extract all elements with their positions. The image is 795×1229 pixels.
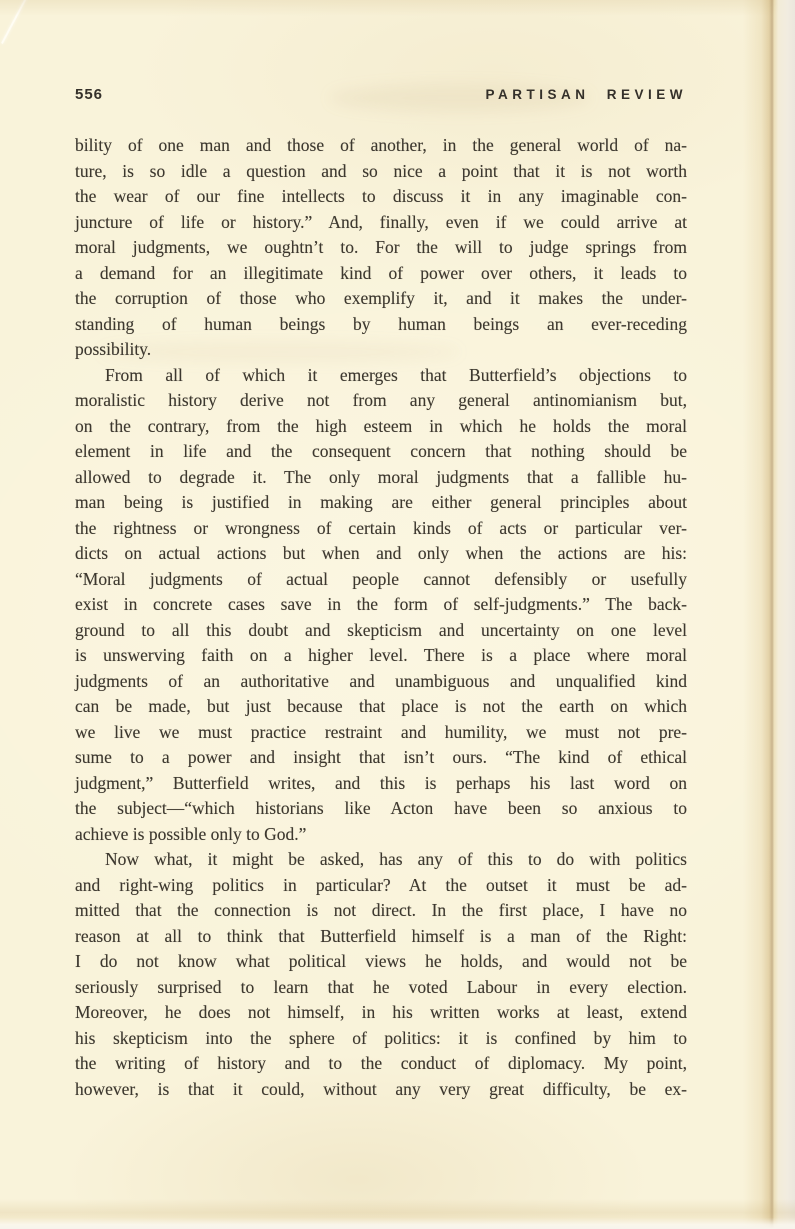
text-line: Now what, it might be asked, has any of this to do with politics [105, 849, 687, 869]
text-line: the rightness or wrongness of certain kinds of acts or particular ver- [75, 517, 687, 538]
text-line: a demand for an illegitimate kind of power over others, it leads to [75, 262, 687, 283]
text-line: is unswerving faith on a higher level. There is a place where moral [75, 645, 687, 665]
page-edge-right [743, 0, 795, 1229]
paragraph [75, 847, 687, 1102]
text-line: the subject—“which historians like Acton have been so anxious to [75, 798, 687, 818]
text-line: “Moral judgments of actual people cannot defensibly or usefully [75, 568, 687, 589]
text-line: moral judgments, we oughtn’t to. For the will to judge springs from [75, 237, 687, 257]
page-edge-top [0, 0, 795, 16]
page-text [75, 133, 687, 1102]
paragraph [75, 363, 687, 848]
running-header [75, 86, 687, 103]
text-line: judgments of an authoritative and unambiguous and unqualified kind [75, 670, 687, 691]
page-number: 556 [75, 86, 104, 103]
page-edge-bottom [0, 1199, 795, 1229]
text-line: From all of which it emerges that Butterfield’s objections to [105, 364, 687, 385]
text-line: achieve is possible only to God.” [75, 823, 307, 844]
text-line: we live we must practice restraint and humility, we must not pre- [75, 721, 687, 742]
text-line: ture, is so idle a question and so nice a point that it is not worth [75, 160, 687, 181]
text-line: seriously surprised to learn that he voted Labour in every election. [75, 976, 687, 997]
text-line: bility of one man and those of another, in the general world of na- [75, 135, 687, 155]
text-line: juncture of life or history.” And, finally, even if we could arrive at [75, 211, 687, 232]
text-line: sume to a power and insight that isn’t ours. “The kind of ethical [75, 747, 687, 767]
text-line: I do not know what political views he holds, and would not be [75, 951, 687, 971]
journal-title: PARTISAN REVIEW [485, 87, 687, 102]
text-line: the wear of our fine intellects to discuss it in any imaginable con- [75, 186, 687, 206]
text-line: ground to all this doubt and skepticism and uncertainty on one level [75, 619, 687, 640]
text-line: possibility. [75, 339, 152, 359]
text-line: reason at all to think that Butterfield himself is a man of the Right: [75, 925, 687, 946]
text-line: and right-wing politics in particular? At the outset it must be ad- [75, 874, 687, 895]
text-line: can be made, but just because that place is not the earth on which [75, 696, 687, 716]
text-line: element in life and the consequent concern that nothing should be [75, 441, 687, 461]
text-line: exist in concrete cases save in the form of self-judgments.” The back- [75, 594, 687, 614]
text-line: standing of human beings by human beings an ever-receding [75, 313, 687, 334]
text-line: man being is justified in making are either general principles about [75, 492, 687, 512]
text-line: on the contrary, from the high esteem in which he holds the moral [75, 415, 687, 436]
text-line: dicts on actual actions but when and only when the actions are his: [75, 543, 687, 563]
text-line: Moreover, he does not himself, in his written works at least, extend [75, 1002, 687, 1022]
text-line: the corruption of those who exemplify it, and it makes the under- [75, 288, 687, 308]
text-line: allowed to degrade it. The only moral judgments that a fallible hu- [75, 466, 687, 487]
paragraph [75, 133, 687, 363]
text-line: his skepticism into the sphere of politics: it is confined by him to [75, 1027, 687, 1048]
text-line: moralistic history derive not from any general antinomianism but, [75, 390, 687, 410]
text-line: mitted that the connection is not direct. In the first place, I have no [75, 900, 687, 920]
text-line: the writing of history and to the conduct of diplomacy. My point, [75, 1053, 687, 1073]
text-line: judgment,” Butterfield writes, and this is perhaps his last word on [75, 772, 687, 793]
text-line: however, is that it could, without any very great difficulty, be ex- [75, 1078, 687, 1099]
